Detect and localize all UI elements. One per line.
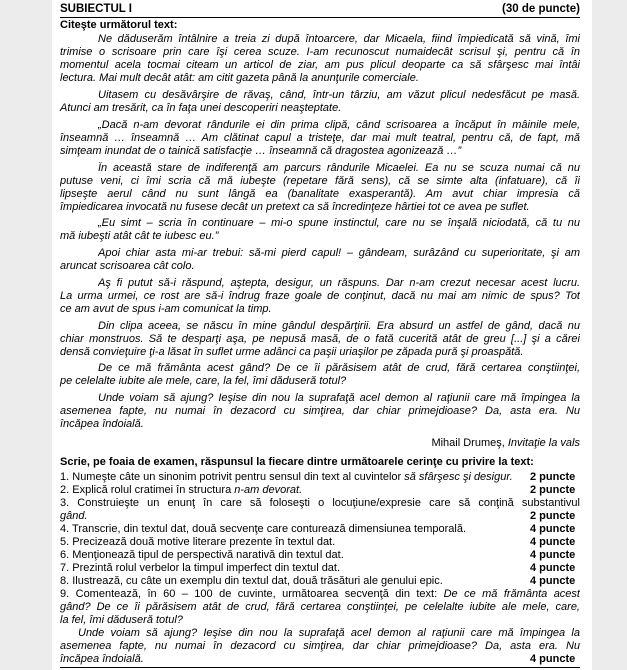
- text-line: În această stare de indiferenţă am parcurs rândurile Micaelei. Ea nu se scuza numai că nu: [98, 162, 580, 174]
- text-line: mă iubeşti atât cât te iubesc eu.”: [60, 230, 219, 242]
- question-points: 4 puncte: [530, 653, 576, 665]
- question-text: Transcrie, din textul dat, două secvenţe care conturează dimensiunea temporală.: [72, 523, 467, 535]
- question-8: [60, 575, 443, 588]
- text-source: [431, 437, 580, 450]
- text-line: pe celelalte iubite ale mele, care, la fel, îmi dăduseră totul?: [60, 375, 347, 387]
- text-line: Apoi chiar asta mi-ar trebui: să-mi pierd capul! – gândeam, surâzând cu superioritate, şi am: [98, 247, 580, 259]
- question-number: 2.: [60, 484, 70, 496]
- question-3-cont: gând.: [60, 510, 88, 522]
- question-quote-line: la fel, îmi dăduseră totul?: [60, 614, 183, 626]
- text-line: Din clipa aceea, se născu în mine gândul despărţirii. Era absurd un astfel de gând, dacă nu: [98, 320, 580, 332]
- question-quote-line: gând? De ce îi părăsisem atât de crud, fără certarea conştiinţei, pe celelalte iubite ale mele, care,: [60, 601, 580, 613]
- text-line: putuse veni, ci îmi scria că mă iubeşte (repetare fără sens), că se simte alta (infatuare), că îi: [60, 175, 580, 187]
- question-5: [60, 536, 335, 549]
- text-line: Uitasem cu desăvârşire de răvaş, când, într-un târziu, am văzut plicul nedesfăcut pe masă.: [98, 89, 580, 101]
- question-quote-line: Unde voiam să ajung? Ieşise din nou la suprafaţă acel demon al raţiunii care mă împingea la: [78, 627, 580, 639]
- text-line: La urma urmei, ce rost are să-i îndrug fraze goale de conţinut, dacă nu mai am nimic de spus? Tot: [60, 290, 580, 302]
- question-points: 2 puncte: [530, 471, 576, 483]
- text-line: Atunci am tresărit, ca în faţa unei descoperiri neaşteptate.: [60, 102, 342, 114]
- question-3: [60, 497, 580, 510]
- text-line: „Dacă n-am devorat rândurile ei din prima clipă, când scrisoarea a încăput în mâinile mele,: [98, 119, 580, 131]
- question-points: 4 puncte: [530, 523, 576, 535]
- text-line: încăpea îndoială.: [60, 418, 144, 430]
- question-quote-line: asemenea fapte, nu numai în dezacord cu simţirea, dar chiar primejdioase? Da, asta era. Nu: [60, 640, 580, 652]
- question-text: Prezintă rolul verbelor la timpul imperfect din textul dat.: [72, 562, 341, 574]
- text-line: lipseşte aerul când nu sunt lângă ea (banalitate exasperantă). Am avut chiar impresia că: [60, 188, 580, 200]
- question-text: Construieşte un enunţ în care să foloseşti o locuţiune/expresie care să conţină substantivul: [77, 497, 580, 509]
- text-line: „Eu simt – scria în continuare – mi-o spune instinctul, care nu se înşală niciodată, că tu nu: [98, 217, 580, 229]
- source-author: Mihail Drumeş,: [431, 437, 508, 449]
- question-number: 9.: [60, 588, 70, 600]
- question-text: Comentează, în 60 – 100 de cuvinte, următoarea secvenţă din text:: [75, 588, 438, 600]
- question-1: [60, 471, 513, 484]
- question-points: 4 puncte: [530, 536, 576, 548]
- question-text: Ilustrează, cu câte un exemplu din textul dat, două trăsături ale genului epic.: [72, 575, 443, 587]
- question-number: 5.: [60, 536, 70, 548]
- text-line: densă convieţuire ţi-a lăsat în suflet urme adânci ca paşii uriaşilor pe zăpada pură şi proaspătă.: [60, 346, 524, 358]
- text-line: ce am avut de spus i-am comunicat la timp.: [60, 303, 272, 315]
- question-quote-line: încăpea îndoială.: [60, 653, 144, 665]
- question-text: Precizează două motive literare prezente în textul dat.: [72, 536, 336, 548]
- question-points: 4 puncte: [530, 549, 576, 561]
- question-number: 4.: [60, 523, 70, 535]
- text-line: chiar monstruos. Să te desparţi aşa, pe nepusă masă, de o fată cucerită atât de greu [...] şi a cărei: [60, 333, 580, 345]
- question-number: 8.: [60, 575, 70, 587]
- text-line: asemenea fapte, nu numai în dezacord cu simţirea, dar chiar primejdioase? Da, asta era. Nu: [60, 405, 580, 417]
- section-points: (30 de puncte): [502, 3, 580, 15]
- text-line: De ce mă frământa acest gând? De ce îi părăsisem atât de crud, fără certarea conştiinţei,: [98, 362, 580, 374]
- question-4: [60, 523, 466, 536]
- source-title: Invitaţie la vals: [507, 437, 580, 449]
- question-9: [60, 588, 580, 601]
- text-line: trimise o scrisoare prin care îşi cerea scuze. I-am recunoscut numaidecât scrisul şi, pentru că în: [60, 46, 580, 58]
- instruction: Citeşte următorul text:: [60, 19, 178, 31]
- question-number: 1.: [60, 471, 70, 483]
- question-points: 2 puncte: [530, 510, 576, 522]
- question-text: Menţionează tipul de perspectivă narativă din textul dat.: [72, 549, 344, 561]
- text-line: Aş fi putut să-i răspund, aştepta, desigur, un răspuns. Dar n-am crezut necesar acest lucru.: [98, 277, 580, 289]
- question-number: 3.: [60, 497, 70, 509]
- question-italic: n-am devorat.: [231, 484, 303, 496]
- text-line: împiedicarea invocată nu fusese decât un pretext ca să încredinţeze hârtiei tot ce avea pe suflet.: [60, 201, 530, 213]
- question-quote: De ce mă frământa acest: [437, 588, 580, 600]
- question-text: Numeşte câte un sinonim potrivit pentru sensul din text al cuvintelor: [72, 471, 402, 483]
- text-line: înseamnă … înseamnă … Am clătinat capul a tristeţe, dar mai mult teatral, pentru că, de fapt, mă: [60, 132, 580, 144]
- question-italic: să sfârşesc şi desigur.: [401, 471, 513, 483]
- question-points: 4 puncte: [530, 575, 576, 587]
- question-points: 4 puncte: [530, 562, 576, 574]
- text-line: Unde voiam să ajung? Ieşise din nou la suprafaţă acel demon al raţiunii care mă împingea la: [98, 392, 580, 404]
- question-points: 2 puncte: [530, 484, 576, 496]
- question-2: [60, 484, 302, 497]
- bottom-rule: [60, 667, 580, 668]
- section-header: [60, 2, 580, 18]
- question-number: 7.: [60, 562, 70, 574]
- task-heading: Scrie, pe foaia de examen, răspunsul la fiecare dintre următoarele cerinţe cu privire la text:: [60, 456, 534, 468]
- text-line: simţeam inundat de o tainică satisfacţie … înseamnă că dragostea agonizează …”: [60, 145, 462, 157]
- text-line: aruncat scrisoarea cât colo.: [60, 260, 195, 272]
- text-line: lectura. Mai mult decât atât: am citit gazeta până la anunţurile comerciale.: [60, 72, 419, 84]
- question-text: Explică rolul cratimei în structura: [72, 484, 232, 496]
- section-title: SUBIECTUL I: [60, 3, 132, 15]
- question-number: 6.: [60, 549, 70, 561]
- question-6: [60, 549, 344, 562]
- question-7: [60, 562, 340, 575]
- text-line: momentul acela tocmai citeam un articol de ziar, am pus plicul deoparte ca să sfârşesc mai întâi: [60, 59, 580, 71]
- text-line: Ne dăduserăm întâlnire a treia zi după întoarcere, dar Micaela, fiind împiedicată să vină, îmi: [98, 33, 580, 45]
